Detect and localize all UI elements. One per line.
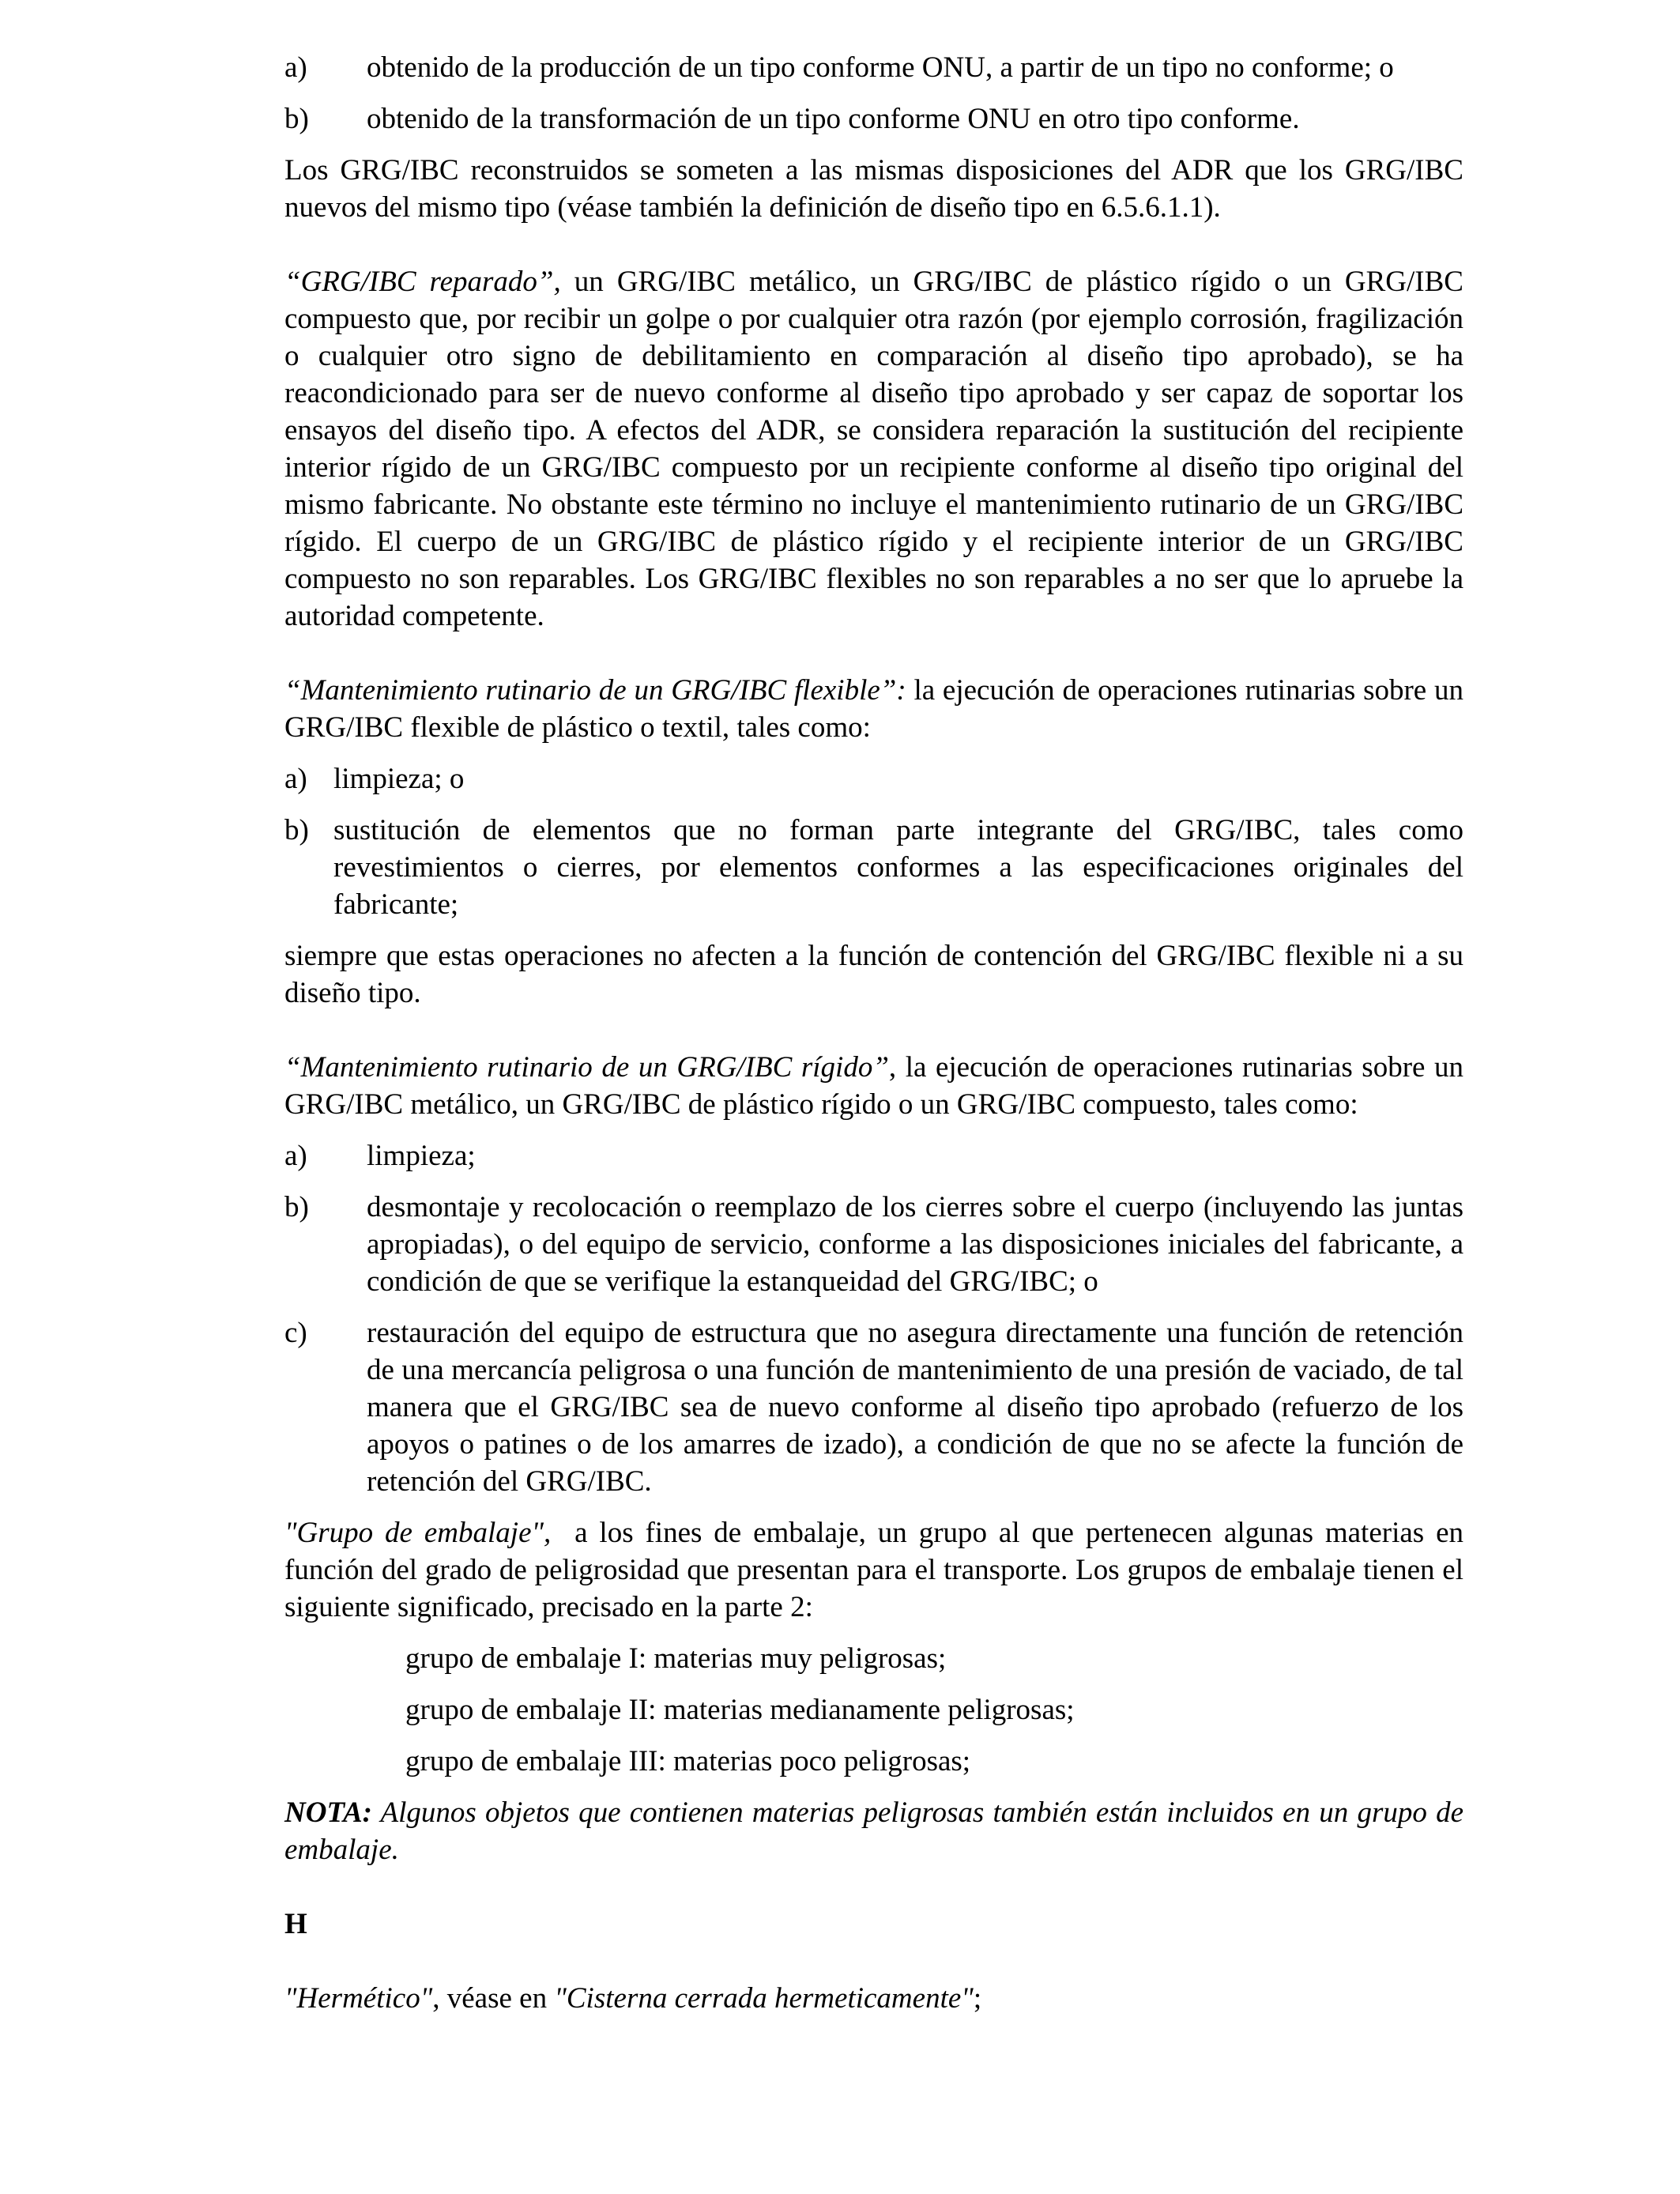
list-item-label: a) [284,51,307,84]
list-item-label: b) [284,103,309,135]
definition-text: a los fines de embalaje, un grupo al que pertenecen algunas materias en función del grado de peligrosidad que presentan para el transporte. Los grupos de embalaje tienen el siguiente significado, precisado en la parte 2: [284,1517,1471,1623]
packing-group-item: grupo de embalaje I: materias muy peligrosas; [405,1642,947,1675]
definition-text: la ejecución de operaciones rutinarias sobre un GRG/IBC flexible de plástico o textil, tales como: [284,674,1463,744]
list-item-label: a) [284,763,307,795]
list-item-text: desmontaje y recolocación o reemplazo de los cierres sobre el cuerpo (incluyendo las juntas apropiadas), o del equipo de servicio, conforme a las disposiciones iniciales del fabricante, a condición de que se verifique la estanqueidad del GRG/IBC; o [367,1191,1463,1298]
list-item-text: sustitución de elementos que no forman parte integrante del GRG/IBC, tales como revestimientos o cierres, por elementos conformes a las especificaciones originales del fabricante; [333,814,1463,921]
flexible-maintenance-definition [284,672,1463,746]
list-item [284,812,1463,923]
defined-term: “GRG/IBC reparado”, [284,266,561,298]
list-item-label: b) [284,1191,309,1223]
definition-text: , la ejecución de operaciones rutinarias sobre un GRG/IBC metálico, un GRG/IBC de plástico rígido o un GRG/IBC compuesto, tales como: [284,1051,1463,1121]
section-letter-heading: H [284,1908,307,1940]
cross-reference: "Cisterna cerrada hermeticamente" [554,1982,974,2015]
packing-group-item: grupo de embalaje III: materias poco peligrosas; [405,1745,971,1777]
packing-group-note [284,1794,1463,1868]
list-item-text: limpieza; [367,1140,476,1172]
defined-term: “Mantenimiento rutinario de un GRG/IBC rígido” [284,1051,889,1084]
packing-group-item: grupo de embalaje II: materias medianamente peligrosas; [405,1694,1075,1726]
list-item-text: obtenido de la transformación de un tipo conforme ONU en otro tipo conforme. [367,103,1300,135]
list-item [284,760,1463,797]
packing-group-definition [284,1514,1471,1626]
flexible-maintenance-closing: siempre que estas operaciones no afecten a la función de contención del GRG/IBC flexible ni a su diseño tipo. [284,940,1463,1009]
list-item-label: c) [284,1317,307,1349]
note-label: NOTA: [284,1796,372,1829]
definition-text: , véase en [432,1982,555,2015]
note-text: Algunos objetos que contienen materias peligrosas también están incluidos en un grupo de embalaje. [284,1796,1463,1866]
list-item-label: a) [284,1140,307,1172]
list-item [284,1189,1463,1300]
repaired-definition [284,263,1463,635]
document-page [284,49,1471,2017]
definition-text: un GRG/IBC metálico, un GRG/IBC de plástico rígido o un GRG/IBC compuesto que, por recibir un golpe o por cualquier otra razón (por ejemplo corrosión, fragilización o cualquier otro signo de debilitamiento en comparación al diseño tipo aprobado), se ha reacondicionado para ser de nuevo conforme al diseño tipo aprobado y ser capaz de soportar los ensayos del diseño tipo. A efectos del ADR, se considera reparación la sustitución del recipiente interior rígido de un GRG/IBC compuesto por un recipiente conforme al diseño tipo original del mismo fabricante. No obstante este término no incluye el mantenimiento rutinario de un GRG/IBC rígido. El cuerpo de un GRG/IBC de plástico rígido y el recipiente interior de un GRG/IBC compuesto no son reparables. Los GRG/IBC flexibles no son reparables a no ser que lo apruebe la autoridad competente. [284,266,1463,632]
list-item [284,49,1463,86]
list-item-text: limpieza; o [333,763,465,795]
definition-end: ; [973,1982,982,2015]
list-item-text: obtenido de la producción de un tipo conforme ONU, a partir de un tipo no conforme; o [367,51,1394,84]
defined-term: “Mantenimiento rutinario de un GRG/IBC flexible”: [284,674,906,707]
hermetic-definition [284,1980,1463,2017]
rigid-maintenance-definition [284,1049,1463,1123]
reconstructed-paragraph: Los GRG/IBC reconstruidos se someten a las mismas disposiciones del ADR que los GRG/IBC nuevos del mismo tipo (véase también la definición de diseño tipo en 6.5.6.1.1). [284,154,1463,224]
list-item-label: b) [284,814,309,846]
list-item [284,100,1463,138]
defined-term: "Grupo de embalaje", [284,1517,552,1549]
list-item-text: restauración del equipo de estructura que no asegura directamente una función de retención de una mercancía peligrosa o una función de mantenimiento de una presión de vaciado, de tal manera que el GRG/IBC sea de nuevo conforme al diseño tipo aprobado (refuerzo de los apoyos o patines o de los amarres de izado), a condición de que no se afecte la función de retención del GRG/IBC. [367,1317,1463,1498]
list-item [284,1137,1463,1174]
defined-term: "Hermético" [284,1982,433,2015]
list-item [284,1314,1463,1500]
